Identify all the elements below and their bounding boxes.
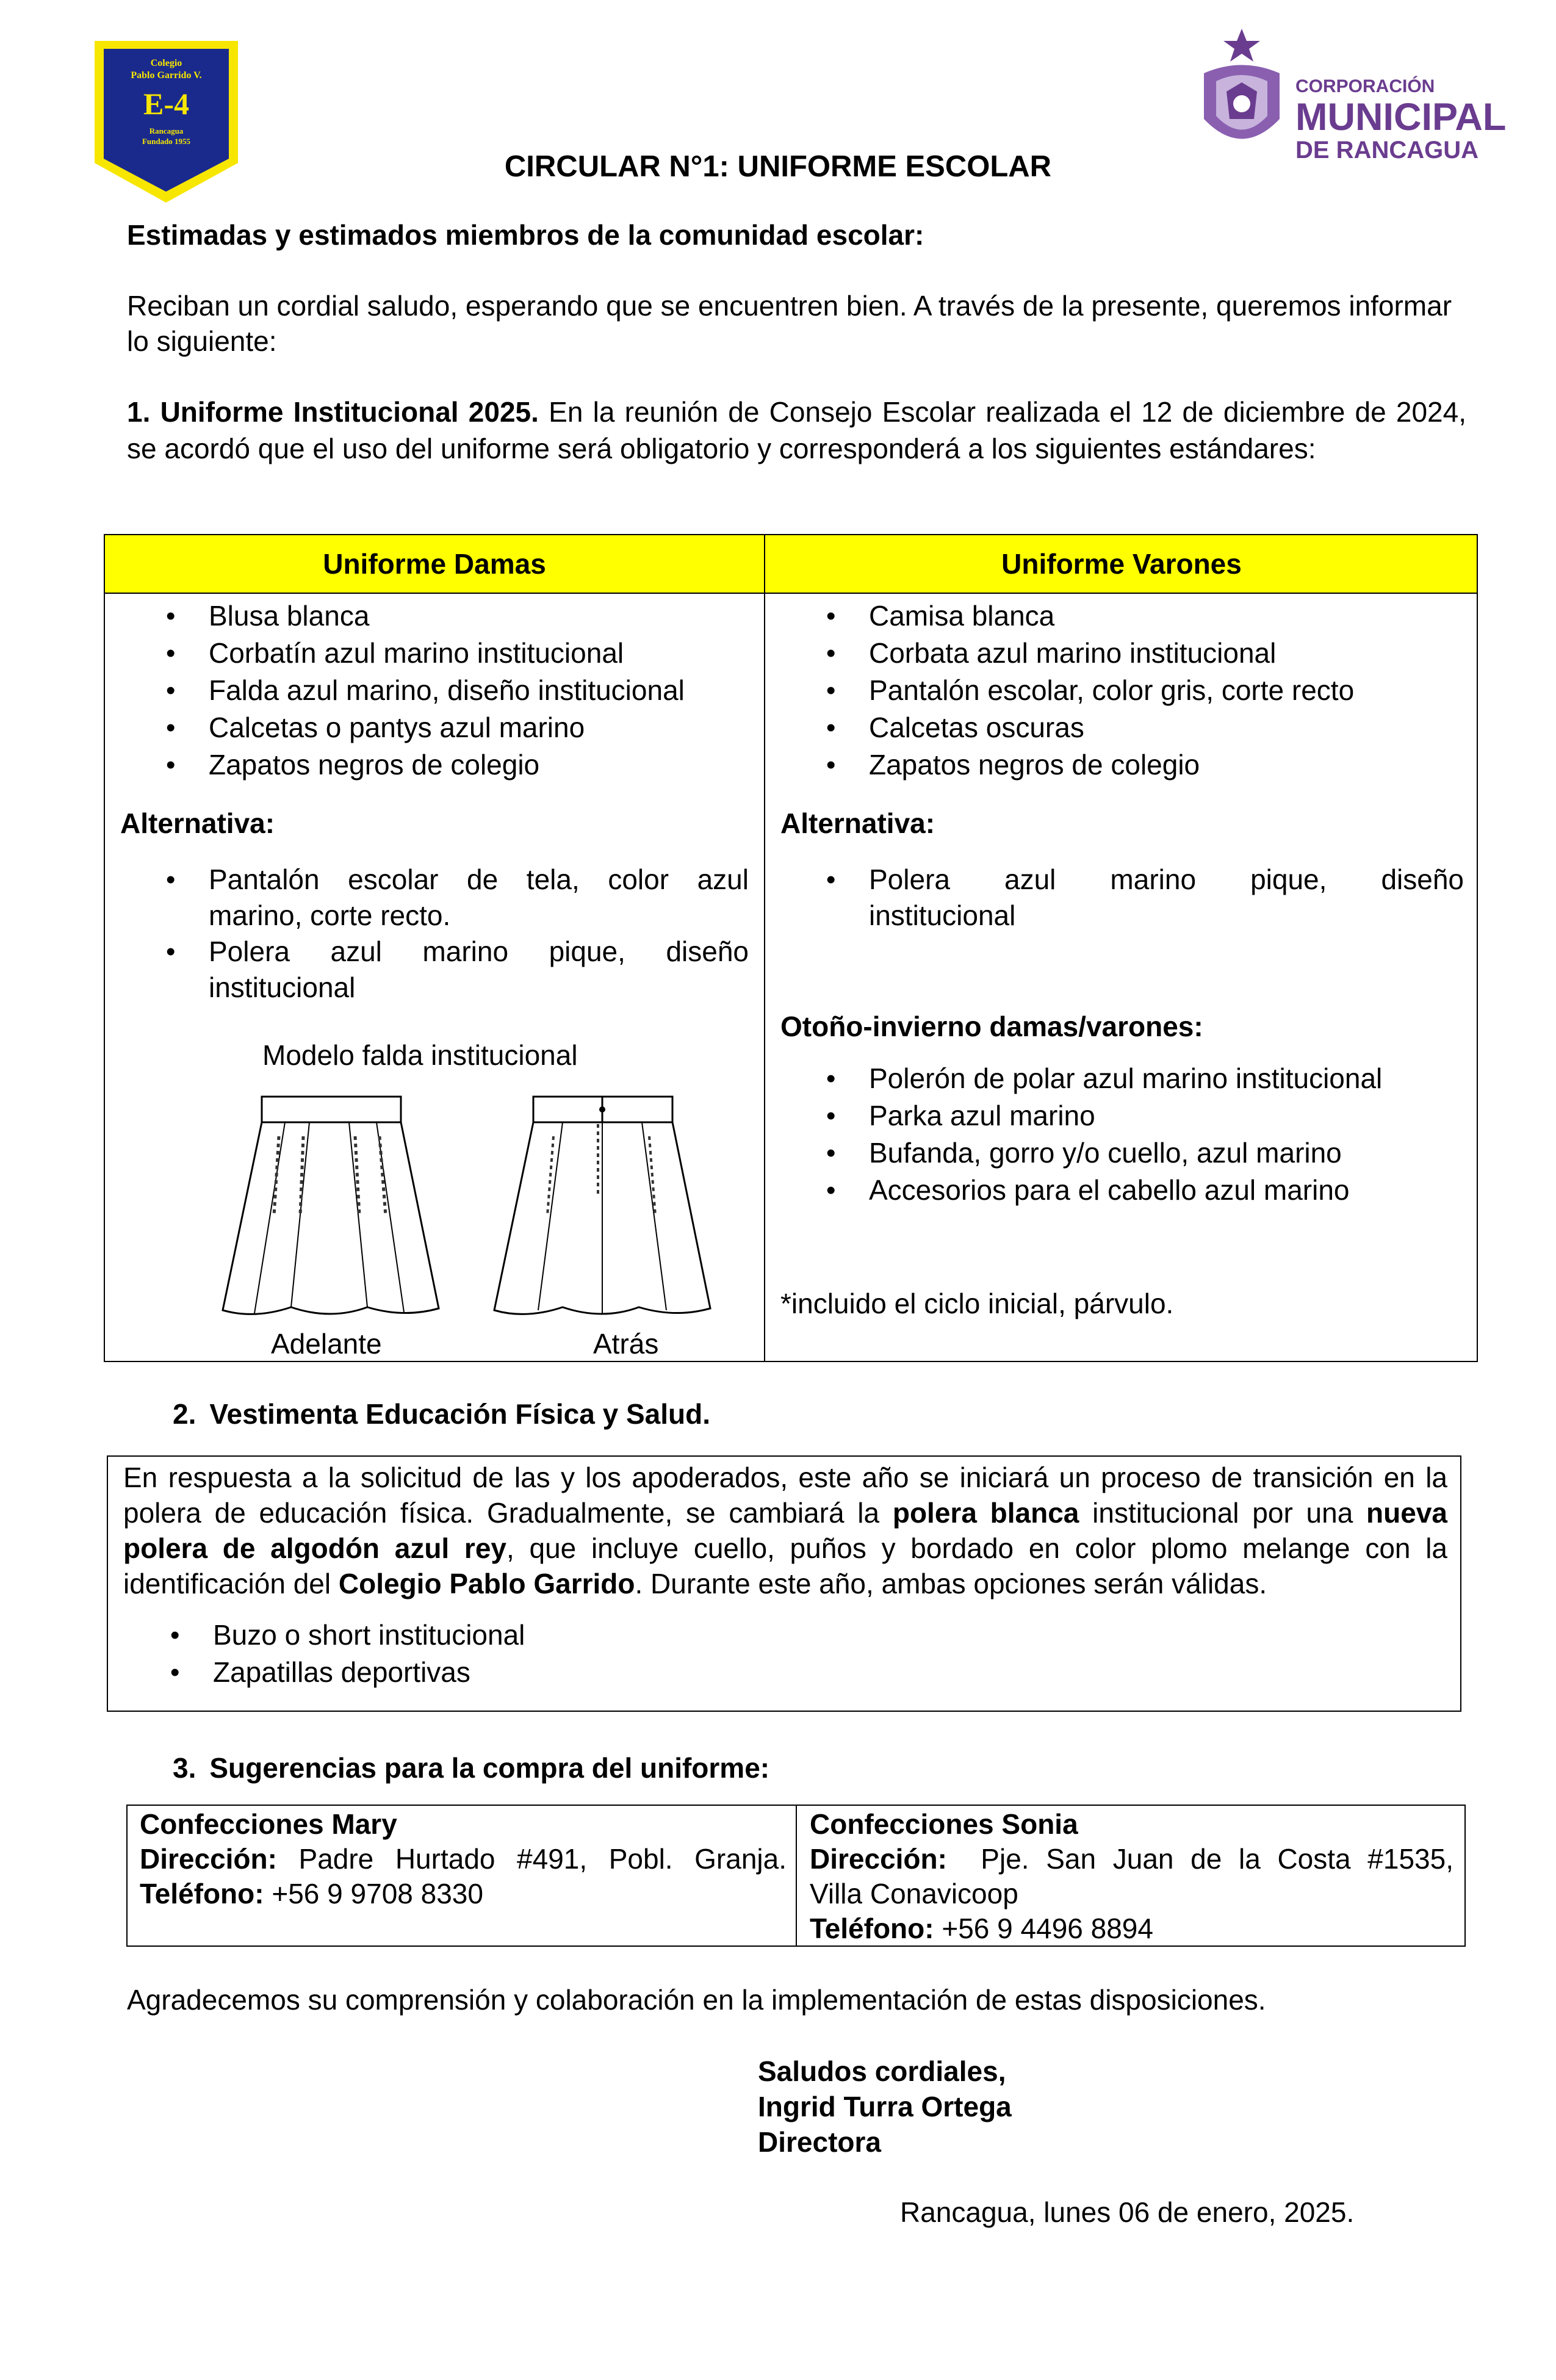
school-logo-code: E-4 (143, 87, 189, 121)
winter-list (820, 1060, 1467, 1209)
school-logo-founded: Fundado 1955 (142, 137, 191, 146)
page-title: CIRCULAR N°1: UNIFORME ESCOLAR (504, 150, 1052, 183)
list-item: • Buzo o short institucional (164, 1617, 1079, 1654)
list-item: • Pantalón escolar, color gris, corte recto (820, 672, 1461, 709)
skirt-back-drawing (489, 1094, 712, 1325)
list-item: • Blusa blanca (160, 597, 746, 635)
section1-paragraph (127, 394, 1466, 467)
section3-heading (173, 1751, 769, 1784)
intro-paragraph: Reciban un cordial saludo, esperando que se encuentren bien. A través de la presente, queremos informar lo siguiente: (127, 290, 1452, 357)
closing-paragraph: Agradecemos su comprensión y colaboración en la implementación de estas disposiciones. (127, 1984, 1266, 2016)
section1-heading: 1. Uniforme Institucional 2025. (127, 396, 539, 428)
pe-list (164, 1617, 1079, 1691)
list-item: • Falda azul marino, diseño institucional (160, 672, 746, 709)
pe-paragraph: En respuesta a la solicitud de las y los apoderados, este año se iniciará un proceso de transición en la polera de educación física. Gradualmente, se cambiará la polera blanca institucional por una nueva polera de algodón azul rey, que incluye cuello, puños y bordado en color plomo melange con la identificación del Colegio Pablo Garrido. Durante este año, ambas opciones serán válidas. (123, 1462, 1447, 1599)
section3-title: Sugerencias para la compra del uniforme: (209, 1752, 770, 1784)
pe-box (107, 1455, 1461, 1712)
school-logo-city: Rancagua (149, 126, 184, 135)
list-item: • Polera azul marino pique, diseño institucional (160, 934, 749, 1006)
varones-alt-title: Alternativa: (780, 807, 935, 839)
list-item: • Polerón de polar azul marino institucional (820, 1060, 1467, 1097)
damas-list (160, 597, 746, 784)
damas-alt-list (160, 862, 749, 1006)
date-line: Rancagua, lunes 06 de enero, 2025. (900, 2196, 1355, 2228)
corporation-logo (1193, 27, 1507, 164)
section2-title: Vestimenta Educación Física y Salud. (209, 1398, 711, 1430)
greeting: Estimadas y estimados miembros de la comunidad escolar: (127, 219, 924, 251)
store-name: Confecciones Sonia (810, 1808, 1078, 1840)
list-item: • Pantalón escolar de tela, color azul marino, corte recto. (160, 862, 749, 934)
section3-number: 3. (173, 1752, 196, 1784)
list-item: • Zapatos negros de colegio (820, 746, 1461, 784)
corp-logo-line1: CORPORACIÓN (1295, 76, 1435, 96)
skirt-caption: Modelo falda institucional (262, 1039, 578, 1071)
corp-logo-line3: DE RANCAGUA (1295, 137, 1479, 164)
store-mary: Confecciones Mary Dirección: Padre Hurtado #491, Pobl. Granja. Teléfono: +56 9 9708 8330 (140, 1808, 787, 1909)
uniform-table (104, 534, 1478, 1362)
store-name: Confecciones Mary (140, 1808, 397, 1840)
section2-number: 2. (173, 1398, 196, 1430)
skirt-back-label: Atrás (593, 1328, 659, 1360)
store-address-line2: Villa Conavicoop (810, 1878, 1018, 1909)
municipal-crest-icon (1193, 27, 1291, 159)
list-item: • Camisa blanca (820, 597, 1461, 635)
list-item: • Parka azul marino (820, 1097, 1467, 1134)
damas-header: Uniforme Damas (323, 548, 546, 580)
store-sonia: Confecciones Sonia Dirección: Pje. San Juan de la Costa #1535, Villa Conavicoop Teléfono: +56 9 4496 8894 (810, 1808, 1453, 1944)
list-item: • Accesorios para el cabello azul marino (820, 1172, 1467, 1209)
list-item: • Zapatillas deportivas (164, 1654, 1079, 1691)
varones-alt-list (820, 862, 1464, 934)
list-item: • Corbata azul marino institucional (820, 635, 1461, 672)
corp-logo-line2: MUNICIPAL (1295, 96, 1507, 139)
skirt-front-label: Adelante (271, 1328, 382, 1360)
stores-table (126, 1805, 1466, 1947)
list-item: • Bufanda, gorro y/o cuello, azul marino (820, 1134, 1467, 1172)
list-item: • Calcetas o pantys azul marino (160, 709, 746, 746)
list-item: • Polera azul marino pique, diseño institucional (820, 862, 1464, 934)
signature-block (758, 2054, 1012, 2160)
store-phone: +56 9 4496 8894 (934, 1913, 1153, 1944)
signature-name: Ingrid Turra Ortega (758, 2091, 1012, 2122)
varones-list (820, 597, 1461, 784)
signature-role: Directora (758, 2126, 881, 2158)
list-item: • Corbatín azul marino institucional (160, 635, 746, 672)
skirt-front-drawing (218, 1094, 441, 1325)
list-item: • Calcetas oscuras (820, 709, 1461, 746)
store-phone: +56 9 9708 8330 (264, 1878, 483, 1909)
school-logo-line1: Colegio (150, 58, 182, 68)
varones-note: *incluido el ciclo inicial, párvulo. (780, 1288, 1174, 1319)
winter-title: Otoño-invierno damas/varones: (780, 1011, 1203, 1042)
varones-header: Uniforme Varones (1001, 548, 1242, 580)
school-logo-line2: Pablo Garrido V. (131, 70, 202, 81)
section2-heading (173, 1397, 710, 1430)
section1-text: En la reunión de Consejo Escolar realizada el 12 de diciembre de 2024, se acordó que el uso del uniforme será obligatorio y corresponderá a los siguientes estándares: (127, 396, 1467, 464)
store-address: Pje. San Juan de la Costa #1535, (946, 1843, 1453, 1875)
list-item: • Zapatos negros de colegio (160, 746, 746, 784)
damas-alt-title: Alternativa: (120, 807, 275, 839)
signature-greeting: Saludos cordiales, (758, 2055, 1006, 2087)
store-address: Padre Hurtado #491, Pobl. Granja. (276, 1843, 787, 1875)
